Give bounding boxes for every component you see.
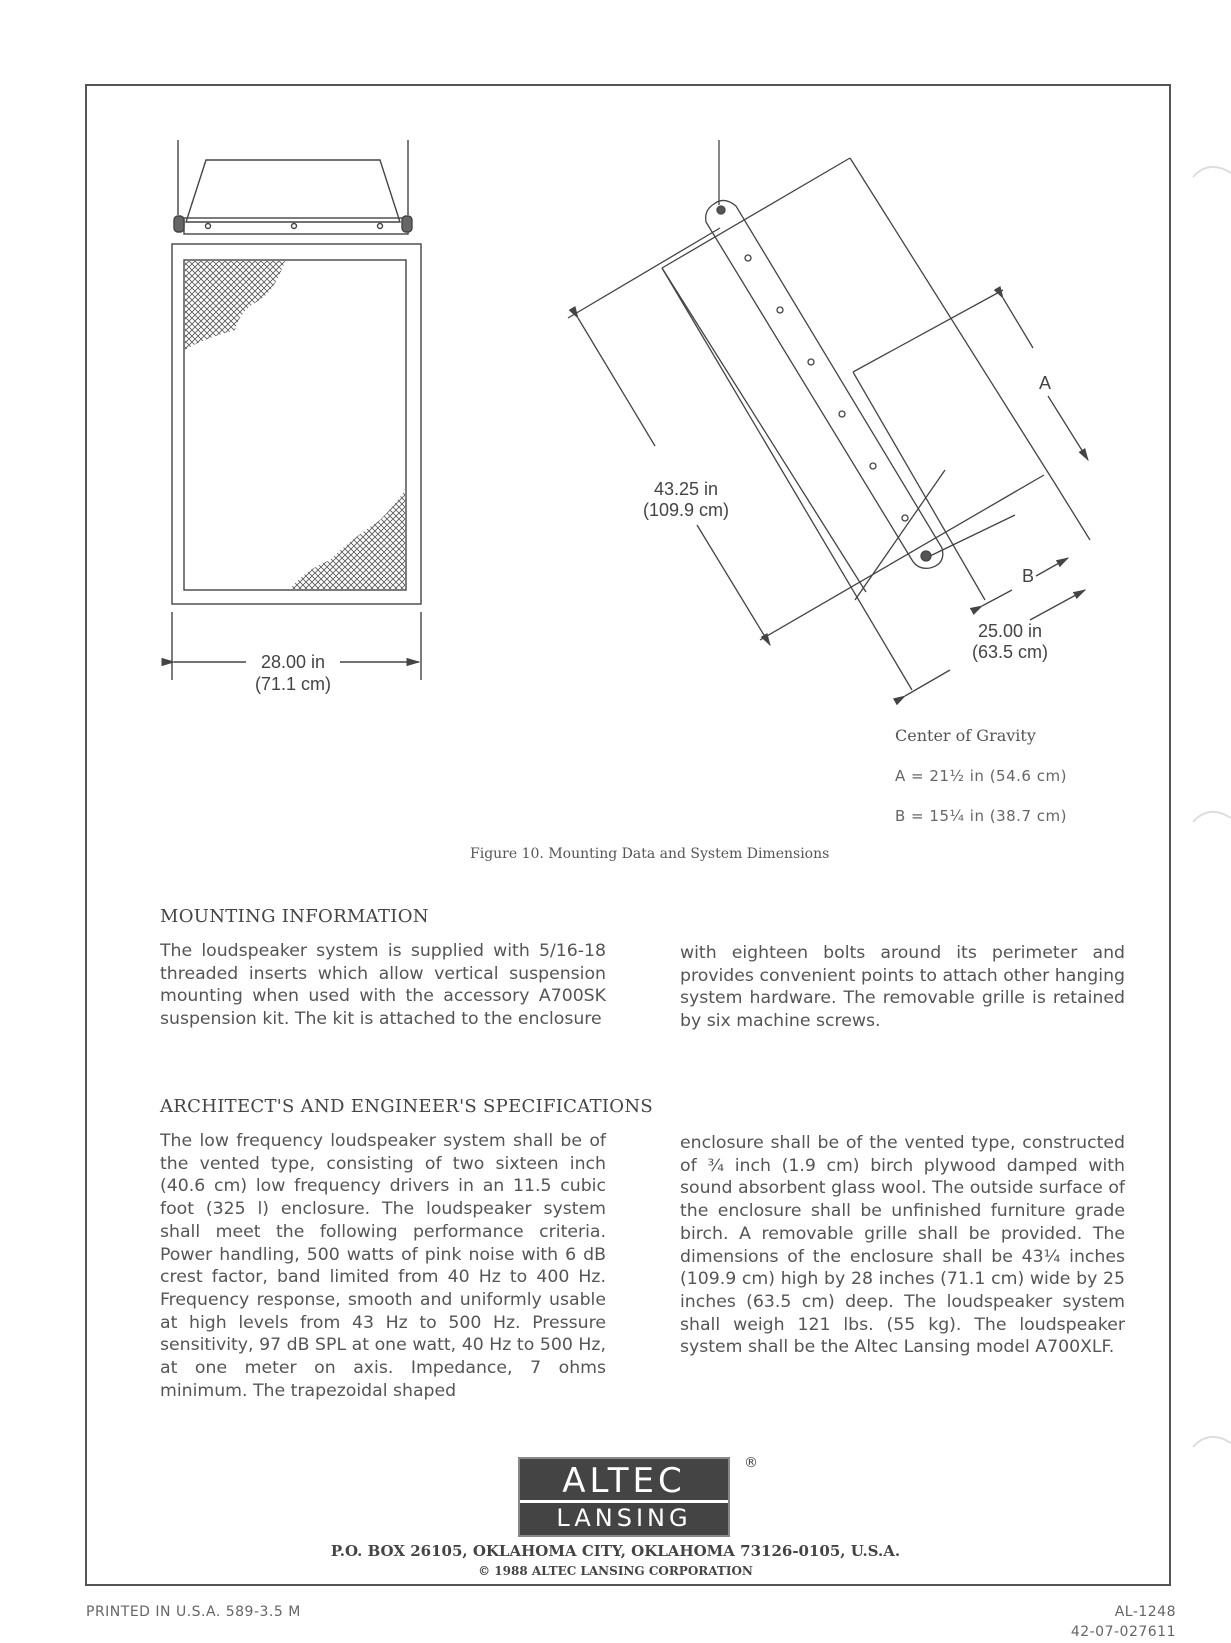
specs-col2: enclosure shall be of the vented type, constructed of ¾ inch (1.9 cm) birch plywood damped with sound absorbent glass wool. The outside surface of the enclosure shall be unfinished furniture grade birch. A removable grille shall be provided. The dimensions of the enclosure shall be 43¼ inches (109.9 cm) high by 28 inches (71.1 cm) wide by 25 inches (63.5 cm) deep. The loudspeaker system shall weigh 121 lbs. (55 kg). The loudspeaker system shall be the Altec Lansing model A700XLF. (680, 1133, 1125, 1358)
cog-a: A = 21½ in (54.6 cm) (895, 767, 1067, 785)
copyright: © 1988 ALTEC LANSING CORPORATION (478, 1564, 753, 1578)
side-height-metric: (109.9 cm) (642, 500, 730, 520)
specs-heading: ARCHITECT'S AND ENGINEER'S SPECIFICATIONS (160, 1096, 654, 1117)
cog-title: Center of Gravity (895, 726, 1036, 745)
marker-b: B (1021, 566, 1035, 586)
side-height-label: 43.25 in (653, 479, 719, 499)
side-view (568, 140, 1090, 696)
cog-b: B = 15¼ in (38.7 cm) (895, 807, 1067, 825)
side-depth-label: 25.00 in (977, 621, 1043, 641)
printed-note: PRINTED IN U.S.A. 589-3.5 M (86, 1604, 301, 1620)
mounting-col2: with eighteen bolts around its perimeter and provides convenient points to attach other hanging system hardware. The removable grille is retained by six machine screws. (680, 943, 1125, 1032)
front-width-label: 28.00 in (260, 652, 326, 672)
doc-id: AL-1248 (1114, 1604, 1176, 1620)
company-address: P.O. BOX 26105, OKLAHOMA CITY, OKLAHOMA 73126-0105, U.S.A. (330, 1542, 901, 1560)
front-view (172, 140, 421, 680)
front-width-metric: (71.1 cm) (254, 674, 332, 694)
figure-caption: Figure 10. Mounting Data and System Dimensions (470, 846, 830, 862)
logo-top: ALTEC (520, 1464, 728, 1503)
side-depth-metric: (63.5 cm) (971, 642, 1049, 662)
logo-bottom: LANSING (556, 1504, 692, 1532)
registered-mark: ® (744, 1455, 758, 1471)
part-number: 42-07-027611 (1070, 1624, 1176, 1640)
binder-hole-mark (1191, 1425, 1231, 1465)
mounting-col1: The loudspeaker system is supplied with 5/16-18 threaded inserts which allow vertical suspension mounting when used with the accessory A700SK suspension kit. The kit is attached to the enclosure (160, 941, 606, 1030)
marker-a: A (1038, 373, 1052, 393)
mounting-heading: MOUNTING INFORMATION (160, 906, 429, 927)
center-of-gravity (895, 726, 1067, 847)
altec-lansing-logo (518, 1457, 730, 1537)
specs-col1: The low frequency loudspeaker system shall be of the vented type, consisting of two sixteen inch (40.6 cm) low frequency drivers in an 11.5 cubic foot (325 l) enclosure. The loudspeaker system shall meet the following performance criteria. Power handling, 500 watts of pink noise with 6 dB crest factor, band limited from 40 Hz to 400 Hz. Frequency response, smooth and uniformly usable at high levels from 43 Hz to 500 Hz. Pressure sensitivity, 97 dB SPL at one watt, 40 Hz to 500 Hz, at one meter on axis. Impedance, 7 ohms minimum. The trapezoidal shaped (160, 1131, 606, 1401)
